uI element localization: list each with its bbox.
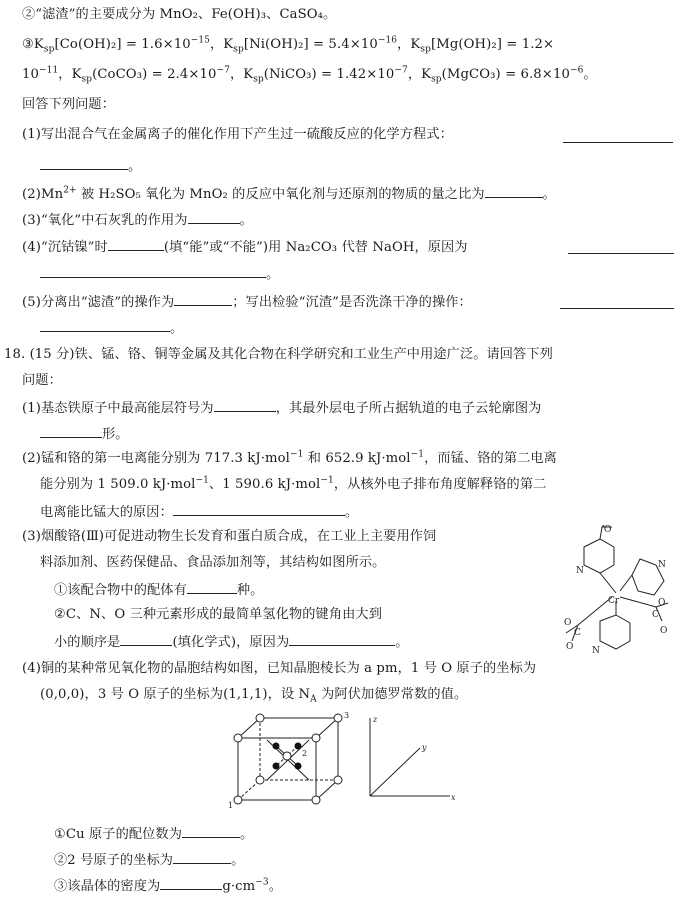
chromium-nicotinate-structure [556,525,686,665]
oxygen-label-left: O [564,618,572,628]
answer-blank-q4-cont [40,263,266,278]
unit-cell-figure [220,708,470,812]
answer-blank-q3 [188,209,240,224]
q18-part1 [22,397,541,419]
oxygen-atom-center [283,752,291,760]
chromium-atom-label: Cr [608,596,620,606]
answer-prompt: 回答下列问题： [22,97,116,112]
carbon-label-right: C [652,610,659,620]
oxygen-atom-corner [256,776,264,784]
period: 。 [239,213,253,228]
oxygen-label-right-2: O [660,626,668,636]
q18-part1-text-c: 形。 [102,427,129,442]
axis-x-label: x [451,793,456,802]
atom-label-3: 3 [344,711,350,720]
atom-label-1: 1 [228,801,234,810]
q18-part2-line3 [40,501,358,523]
q18-part3-sub1-text-b: 种。 [236,583,264,598]
q18-part3-sub2-text-b: (填化学式)，原因为 [172,635,290,650]
answer-blank-18-4-2 [173,849,231,864]
q18-part4-sub2-text: ②2 号原子的坐标为 [54,853,174,868]
answer-blank-q5-cont [40,317,170,332]
q18-part4-line1: (4)铜的某种常见氧化物的晶胞结构如图，已知晶胞棱长为 a pm，1 号 O 原子的坐标为 [22,661,537,676]
question-18-header: 18. (15 分)铁、锰、铬、铜等金属及其化合物在科学研究和工业生产中用途广泛。请回答下列 [4,347,553,362]
q18-part3-sub2-text-a: 小的顺序是 [54,635,121,650]
answer-blank-18-1a [214,397,276,412]
question-2 [22,183,556,205]
note-ksp-line1: $③K_{sp}[Co(OH)_2] = 1.6\times 10^{-15}$，$K_{sp}[Ni(OH)_2] = 5.4\times 10^{-16}$，$K_{sp}[Mg(OH)_2] = 1.2\times$ [22,35,555,55]
answer-blank-18-3-1 [187,579,237,594]
q18-part3-line2: 料添加剂、医药保健品、食品添加剂等，其结构如图所示。 [40,555,386,570]
period: 。 [128,159,142,174]
period: 。 [240,827,254,842]
question-18-header-cont: 问题： [22,373,62,388]
answer-blank-q2 [485,183,543,198]
answer-blank-18-2 [173,501,345,516]
q18-part4-sub2 [54,849,244,871]
question-5-text-a: (5)分离出“滤渣”的操作为 [22,295,175,310]
answer-blank-q1 [563,142,673,143]
atom-label-2: 2 [302,749,308,758]
period: 。 [170,321,184,336]
question-5-text-b: ；写出检验“沉渣”是否洗涤干净的操作： [232,295,472,310]
q18-part4-sub1-text: ①Cu 原子的配位数为 [54,827,183,842]
period: 。 [542,187,556,202]
q18-part1-cont [40,423,129,445]
note-ksp-line2: $10^{-11}$，$K_{sp}(CoCO_3) = 2.4\times 10^{-7}$，$K_{sp}(NiCO_3) = 1.42\times 10^{-7}$，$K_{sp}(MgCO_3) = 6.8\times 10^{-6}$。 [22,65,597,85]
oxygen-atom-1 [234,796,242,804]
oxygen-atom-corner [334,776,342,784]
oxygen-atom-corner [312,734,320,742]
answer-line-q1-cont [40,155,141,177]
axis-z-label: z [373,715,378,724]
question-1: (1)写出混合气在金属离子的催化作用下产生过一硫酸反应的化学方程式： [22,127,453,142]
answer-blank-18-3-2a [120,631,172,646]
copper-atom-2 [295,743,302,750]
answer-line-q4-cont [40,263,279,285]
answer-line-q5-cont [40,317,183,339]
period: 。 [231,853,245,868]
q18-part1-text-b: ，其最外层电子所占据轨道的电子云轮廓图为 [275,401,542,416]
axis-y-label: y [422,743,427,752]
question-5 [22,291,472,313]
period: 。 [395,635,409,650]
oxygen-label-right: O [658,598,666,608]
copper-atom [295,763,302,770]
answer-blank-q1-cont [40,155,128,170]
oxygen-label-top: O [604,525,612,535]
carbon-label-left: C [574,628,581,638]
q18-part1-text-a: (1)基态铁原子中最高能层符号为 [22,401,214,416]
answer-blank-18-3-2b [289,631,395,646]
pyridine-ring-bottom [600,615,630,649]
answer-blank-q5b [560,308,674,309]
nitrogen-label-left: N [576,566,584,576]
question-4-text-b: (填“能”或“不能”)用 Na₂CO₃ 代替 NaOH，原因为 [163,240,468,255]
q18-part4-sub1 [54,823,253,845]
period: 。 [344,505,359,520]
answer-blank-18-4-1 [182,823,240,838]
question-3-text: (3)“氧化”中石灰乳的作用为 [22,213,188,228]
answer-blank-q4b [568,253,674,254]
q18-part3-sub1-text-a: ①该配合物中的配体有 [54,583,187,598]
q18-part4-sub3-text-a: ③该晶体的密度为 [54,879,161,894]
oxygen-atom-corner [312,796,320,804]
question-3 [22,209,253,231]
copper-atom [273,743,280,750]
oxygen-atom-corner [256,714,264,722]
q18-part3-sub1 [54,579,263,601]
q18-part2-line1: (2)锰和铬的第一电离能分别为 717.3 kJ·mol$^{-1}$ 和 652.9 kJ·mol$^{-1}$，而锰、铬的第二电离 [22,449,557,466]
answer-blank-q5a [174,291,232,306]
nitrogen-label-right: N [658,560,666,570]
period: 。 [266,267,280,282]
q18-part3-sub2-line1: ②C、N、O 三种元素形成的最简单氢化物的键角由大到 [54,607,382,622]
q18-part3-sub2-line2 [54,631,409,653]
oxygen-atom-3 [334,714,342,722]
copper-atom [273,763,280,770]
oxygen-atom-corner [234,734,242,742]
note-residue: ②“滤渣”的主要成分为 MnO₂、Fe(OH)₃、CaSO₄。 [22,7,337,22]
q18-part2-text: 电离能比锰大的原因： [40,505,173,520]
question-4 [22,236,468,258]
q18-part4-sub3 [54,875,282,897]
q18-part4-sub3-text-b: $g\cdot cm^{-3}$。 [222,877,283,894]
oxygen-label-left-2: O [566,642,574,652]
answer-blank-18-4-3 [160,875,222,890]
answer-blank-18-1b [40,423,102,438]
question-4-text-a: (4)“沉钴镍”时 [22,240,108,255]
question-2-text: $(2)Mn^{2+}$ 被 H₂SO₅ 氧化为 MnO₂ 的反应中氧化剂与还原剂的物质的量之比为 [22,185,485,202]
nitrogen-label-bottom: N [592,646,600,656]
q18-part4-line2: (0,0,0)，3 号 O 原子的坐标为(1,1,1)，设 $N_A$ 为阿伏加德罗常数的值。 [40,687,468,705]
q18-part2-line2: 能分别为 1 509.0 kJ·mol$^{-1}$、1 590.6 kJ·mol$^{-1}$，从核外电子排布角度解释铬的第二 [40,475,547,492]
answer-blank-q4a [108,236,164,251]
pyridine-ring-top [584,539,614,573]
q18-part3-line1: (3)烟酸铬(Ⅲ)可促进动物生长发育和蛋白质合成，在工业上主要用作饲 [22,529,437,544]
